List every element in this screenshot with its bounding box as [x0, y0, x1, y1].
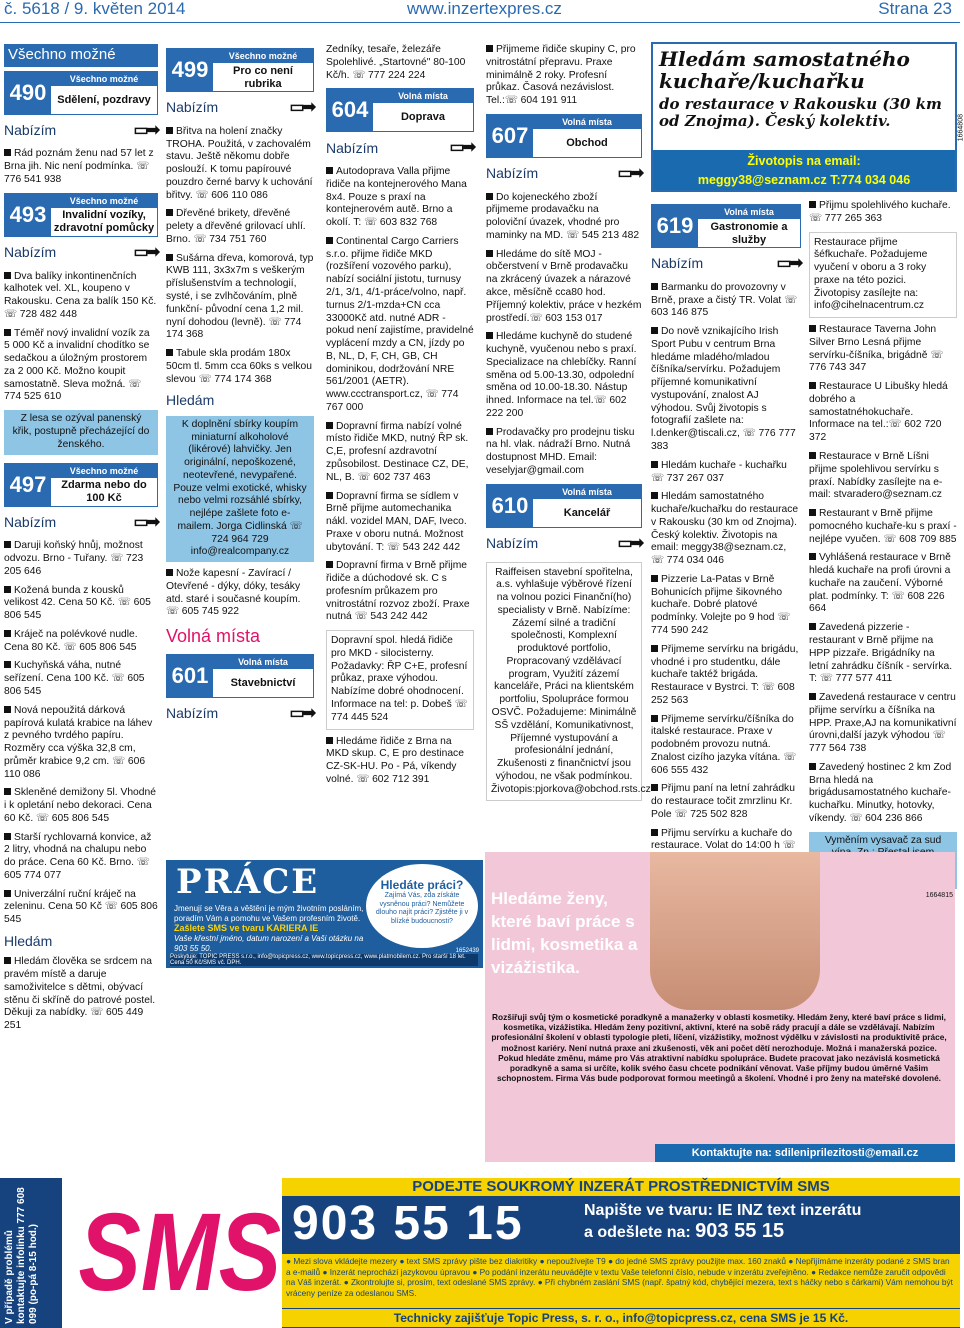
ad: Hledám samostatného kuchaře/kuchařku do restaurace v Rakousku (30 km od Znojma). Český kolektiv. Životopis na email: meggy38@seznam.cz, ☏ 774 034 046 — [651, 491, 799, 567]
ad: Kožená bunda z kousků velikost 42. Cena 50 Kč. ☏ 605 806 545 — [4, 584, 151, 622]
section-title: Všechno možné — [4, 44, 158, 67]
category-607[interactable]: 607 Volná místa Obchod — [486, 114, 642, 158]
boxed-ad: Restaurace přijme šéfkuchaře. Požadujeme vyučení v oboru a 3 roky praxe na této pozici. Životopisy zasílejte na: info@cihelnacentrum.cz — [809, 232, 957, 319]
ad: Sušárna dřeva, komorová, typ KWB 111, 3x3x7m s veškerým příslušenstvím a technologií, systé, i se zvlhčováním, plně funkční- původní cena 1,2 mil. nyní dohodou (levně). ☏ 774 174 368 — [166, 252, 314, 341]
ad: Přijmu spolehlivého kuchaře. ☏ 777 265 363 — [809, 200, 951, 224]
ad: Tabule skla prodám 180x 50cm tl. 5mm cca 60ks s velkou slevou ☏ 774 174 368 — [166, 348, 312, 385]
column-3 — [326, 44, 474, 856]
nabizim-header: Nabízím ▭➡ — [651, 255, 801, 272]
arrow-icon: ▭➡ — [449, 139, 474, 157]
chef-ad-title: Hledám samostatného kuchaře/kuchařku — [659, 47, 910, 93]
category-499[interactable]: 499 Všechno možné Pro co není rubrika — [166, 48, 314, 92]
column-4 — [486, 44, 651, 852]
ad: Dva balíky inkontinenčních kalhotek vel. XL, koupeno v Rakousku. Cena za balík 150 Kč. ☏ 728 482 448 — [4, 270, 157, 320]
ad: Barmanku do provozovny v Brně, praxe a čistý TR. Volat ☏ 603 146 875 — [651, 281, 798, 319]
nabizim-header: Nabízím ▭➡ — [166, 99, 314, 116]
arrow-icon: ▭➡ — [617, 534, 642, 552]
volna-mista-title: Volná místa — [166, 626, 261, 647]
nabizim-header: Nabízím ▭➡ — [4, 243, 158, 261]
arrow-icon: ▭➡ — [776, 255, 801, 272]
ad: Přijmeme servírku/číšníka do italské restaurace. Praxe v podobném provozu nutná. Znalost cizího jazyka vítána. ☏ 606 555 432 — [651, 713, 797, 776]
sms-format: Napište ve tvaru: IE INZ text inzerátu a odešlete na: 903 55 15 — [584, 1202, 862, 1242]
ad: Hledám člověka se srdcem na pravém místě a daruje samoživitelce s dětmi, obývací stěnu či skříně do patrové postel. Děkuji za nabídky. ☏ 605 449 251 — [4, 956, 156, 1032]
hledam-header: Hledám — [166, 392, 215, 409]
category-619[interactable]: 619 Volná místa Gastronomie a služby — [651, 204, 801, 248]
prace-title: PRÁCE — [176, 862, 320, 902]
ad: Autodoprava Valla přijme řidiče na kontejnerového Mana 8x4. Pouze s praxí na kontejnerovém autě. Brno a okolí. T: ☏ 603 832 768 — [326, 166, 467, 229]
sms-number[interactable]: 903 55 15 — [292, 1197, 524, 1250]
ad: Rád poznám ženu nad 57 let z Brna jih. Nic není podmínka. ☏ 776 541 938 — [4, 148, 154, 185]
page-number: Strana 23 — [878, 0, 952, 18]
column-1 — [4, 44, 158, 1174]
ad: Dopravní firma v Brně přijme řidiče a dúchodové sk. C s profesním průkazem pro vnitrostátní rozvoz zboží. Praxe nutná ☏ 543 242 442 — [326, 560, 470, 623]
ad: Restaurace Taverna John Silver Brno Lesná přijme servírku-číšníka, brigádně ☏ 776 743 347 — [809, 324, 944, 374]
ad: Restaurace U Libušky hledá dobrého a samostatnéhokuchaře. Informace na tel.:☏ 602 720 372 — [809, 381, 948, 444]
ad: Restaurant v Brně přijme pomocného kuchaře-ku s praxí - nejlépe vyučen. ☏ 608 709 885 — [809, 508, 957, 545]
ad: Do nově vznikajícího Irish Sport Pubu v centrum Brna hledáme mladého/mladou číšníka/servírku. Požadujem příjemné komunikativní vystupování, znalost AJ výhodou. Svůj životopis s fotografií zašlete na: l.denker@tiscali.cz, ☏ 776 777 383 — [651, 326, 796, 453]
joke-box: Z lesa se ozýval panenský křik, postupně přecházející do ženského. — [4, 410, 158, 454]
ad: Hledám kuchaře - kuchařku ☏ 737 267 037 — [651, 459, 787, 484]
ad: Kuchyňská váha, nutné seřízení. Cena 100 Kč. ☏ 605 806 545 — [4, 660, 145, 697]
ad: Hledáme kuchyně do studené kuchyně, vyučenou nebo s praxí. Specializace na chlebíčky. Ranní směna od 5.00-13.30, odpolední směna od 10.00-18.30. Nástup ihned. Informace na tel.☏ 602 222 200 — [486, 331, 637, 419]
arrow-icon: ▭➡ — [289, 704, 314, 722]
nabizim-header: Nabízím ▭➡ — [166, 704, 314, 722]
ad-code: 1664815 — [925, 892, 953, 899]
ad: Zavedená restaurace v centru přijme servírku a číšníka na HPP. Praxe,AJ na komunikativní úrovni,další jazyk výhodou ☏ 777 564 738 — [809, 692, 957, 755]
arrow-icon: ▭➡ — [133, 513, 158, 531]
ad: Nože kapesní - Zavírací / Otevřené - dýky, dóky, tesáky atd. staré i současné koupím. ☏ 605 745 922 — [166, 568, 301, 618]
category-497[interactable]: 497 Všechno možné Zdarma nebo do 100 Kč — [4, 463, 158, 507]
sms-big-label: SMS — [62, 1178, 282, 1328]
ad: Prodavačky pro prodejnu tisku na hl. vlak. nádraží Brno. Nutná dostupnost MHD. Email: veselyjar@gmail.com — [486, 426, 635, 476]
cosmetics-headline: Hledáme ženy, které baví práce s lidmi, kosmetika a vizážistika. — [491, 889, 638, 977]
intro-ad: Přijmeme řidiče skupiny C, pro vnitrostátní přepravu. Praxe minimálně 2 roky. Profesní průkaz. Časová nezávislost. Tel.:☏ 604 191 911 — [486, 44, 636, 107]
ad: Zavedená pizzerie - restaurant v Brně přijme na HPP pizzaře. Brigádníky na letní zahrádku číšník - servírka. T: ☏ 777 577 411 — [809, 622, 953, 685]
page-header — [0, 0, 960, 40]
column-5 — [651, 200, 801, 850]
ad: Přijmu servírku a kuchaře do restaurace. Volat do 14:00 h ☏ — [651, 827, 796, 852]
ad: Přijmu paní na letní zahrádku do restaurace točit zmrzlinu Kr. Pole ☏ 725 502 828 — [651, 783, 795, 820]
arrow-icon: ▭➡ — [617, 164, 642, 182]
cosmetics-contact[interactable]: Kontaktujte na: sdileniprilezitosti@email.cz — [655, 1144, 955, 1162]
prace-provider: Poskytuje: TOPIC PRESS s.r.o., info@topicpress.cz, www.topicpress.cz, www.platmobilem.cz. Pro starší 18 let. Cena 50 Kč/SMS vč. DPH. — [170, 954, 478, 966]
joke-box: Vyměním vysavač za sud — [809, 832, 957, 889]
category-601[interactable]: 601 Volná místa Stavebnictví — [166, 654, 314, 698]
sms-rules: ● Mezi slova vkládejte mezery ● text SMS zprávy pište bez diakritiky ● nepoužívejte T9 ● do jedné SMS zprávy použijte max. 160 znaků ● Nepřijímáme inzeráty podané z SMS bran a e-mailů ● Inzerát neprochází jazykovou úpravou ● Po podání inzerátu neuvádějte v textu Vaše telefonní číslo, nebude v inzerátu zveřejněno. ● Redakce nemůže zaručit odpovědi na Váš inzerát. ● Zkontrolujte si, prosím, text odeslané SMS zprávy. ● Při chybném zaslání SMS (např. špatný kód, chybějící mezera, text s háčky nebo s čárkami) Vám nemohou být vráceny peníze za odeslanou SMS. — [282, 1254, 960, 1308]
cosmetics-ad — [485, 852, 955, 1162]
ad: Skleněné demižony 5l. Vhodné i k opletání nebo dekoraci. Cena 60 Kč. ☏ 605 806 545 — [4, 787, 156, 824]
nabizim-header: Nabízím ▭➡ — [326, 139, 474, 157]
chef-ad-box — [651, 42, 964, 192]
sms-title: PODEJTE SOUKROMÝ INZERÁT PROSTŘEDNICTVÍM SMS — [282, 1178, 960, 1196]
header-rule — [0, 22, 960, 23]
ad: Nová nepoužitá dárková papírová kulatá krabice na láhev z pevného tvrdého papíru. Rozměry cca výška 32,8 cm, průměr krabice 9,2 cm. ☏ 606 110 086 — [4, 704, 153, 780]
arrow-icon: ▭➡ — [133, 121, 158, 139]
nabizim-header: Nabízím ▭➡ — [4, 513, 158, 531]
ad: Dřevěné brikety, dřevěné pelety a dřevěné grilovací uhlí. Brno. ☏ 734 751 760 — [166, 208, 306, 245]
hledam-header: Hledám — [4, 933, 53, 949]
category-610[interactable]: 610 Volná místa Kancelář — [486, 484, 642, 528]
ad: Restaurace v Brně Líšni přijme spolehlivou servírku s praxí. Nabídky zasílejte na e-mail: stvaradero@seznam.cz — [809, 451, 943, 501]
ad: Téměř nový invalidní vozík za 5 000 Kč a invalidní chodítko se sedačkou a úložným prostorem za 2 000 Kč. Možno koupit samostatně. Sleva možná. ☏ 774 525 610 — [4, 327, 150, 403]
ad: Hledáme řidiče z Brna na MKD skup. C, E pro destinace CZ-SK-HU. Po - Pá, víkendy volné. ☏ 602 712 391 — [326, 735, 464, 785]
portrait-image — [650, 852, 820, 1010]
ad: Dopravní firma se sídlem v Brně přijme automechanika nákl. vozidel MAN, DAF, Iveco. Praxe v oboru nutná. Možnost ubytování. T: ☏ 543 242 442 — [326, 490, 467, 553]
boxed-ad: Dopravní spol. hledá řidiče pro MKD - silocisterny. Požadavky: ŘP C+E, profesní průkaz, praxe výhodou. Nabízíme dobré ohodnocení. Informace na tel: p. Dobeš ☏ 774 445 524 — [326, 630, 474, 729]
site-link[interactable]: www.inzertexpres.cz — [407, 0, 562, 18]
sms-hotline: V případě problémů kontaktujte infolinku 777 608 099 (po-pá 8-15 hod.) — [0, 1178, 62, 1328]
ad: Pizzerie La-Patas v Brně Bohunicích přijme šikovného kuchaře. Dobré platové podmínky. Volejte po 9 hod ☏ 774 590 242 — [651, 573, 791, 636]
ad: Břitva na holení značky TROHA. Použitá, v zachovalém stavu. Ještě někomu dobře poslouží. K tomu papírouvé pouzdro černé barvy k uchování břitvy. ☏ 606 110 086 — [166, 125, 313, 201]
ad: Zavedený hostinec 2 km Zod Brna hledá na brigádusamostatného kuchaře-kuchařku. Minutky, hotovky, víkendy. ☏ 604 236 866 — [809, 761, 952, 824]
chef-ad-subtitle: do restaurace v Rakousku (30 km od Znojma). Český kolektiv. — [659, 95, 942, 131]
ad: Hledáme do sítě MOJ - občerstvení v Brně prodavačku na zkrácený úvazek a nárazové akce, měsíčně cca80 hod. Příjemný kolektiv, práce v hezkém prostředí.☏ 603 153 017 — [486, 248, 642, 324]
prace-body: Jmenují se Věra a věštění je mým životním posláním, poradím Vám a pomohu ve Vašem profesním životě. Zašlete SMS ve tvaru KARIERA IE Vaše křestní jméno, datum narození a Vaši otázku na 903 55 50. — [174, 904, 364, 953]
issue-label: č. 5618 / 9. květen 2014 — [4, 0, 186, 18]
collector-box: K doplnění sbírky koupím miniaturní alkoholové (likérové) lahvičky. Jen originální, nepoškozené, neotevřené, nevypařené. Pouze velmi exotické, whisky nebo velmi rozsáhlé sbírky, nejlépe zašlete foto e-mailem. Jorga Cidlinská ☏ 724 964 729 info@realcompany.cz — [166, 416, 314, 562]
ad: Daruji koňský hnůj, možnost odvozu. Brno - Tuřany. ☏ 723 205 646 — [4, 540, 144, 577]
ad: Kráječ na polévkové nudle. Cena 80 Kč. ☏ 605 806 545 — [4, 628, 138, 653]
column-6 — [809, 200, 957, 850]
prace-ad — [166, 860, 483, 968]
arrow-icon: ▭➡ — [133, 243, 158, 261]
ad: Continental Cargo Carriers s.r.o. přijme řidiče MKD (rozšíření vozového parku), nabízí sociální jistotu, turnusy 2/1, 3/1, 4/1-práce/volno, např. turnus 2/1-mzda+CN cca 33000Kč atd. nutné ADR - pokud není zajistíme, pravidelné vyplácení mzdy a CN, jízdy po B, NL, D, F, CH, GB, CH dominikou, dodržování NRE 561/2001 (AETR). www.ccctransport.cz, ☏ 774 767 000 — [326, 235, 474, 413]
sms-footer: Technicky zajišťuje Topic Press, s. r. o., info@topicpress.cz, cena SMS je 15 Kč. — [282, 1309, 960, 1327]
nabizim-header: Nabízím ▭➡ — [486, 164, 642, 182]
ad: Univerzální ruční kráječ na zeleninu. Cena 50 Kč ☏ 605 806 545 — [4, 888, 158, 926]
cosmetics-text: Rozšiřuji svůj tým o kosmetické poradkyně a manažerky v oblasti kosmetiky. Hledám ženy, které baví práce s lidmi, kosmetika, vizážistika. Hledám ženy pozitivní, aktivní, které na sobě rády pracují a dále se vzdělávají. Nabízím profesionální školení v oblasti typologie pleti, líčení, vizážistiky, možnost výdělku v závislosti na produktivitě práce, možnost kariéry. Není nutná praxe ani zkušenosti, věk ani počet dětí nerozhoduje. Možná i manažerská pozice. Pokud hledáte změnu, máme pro Vás atraktivní nabídku spolupráce. Budete pracovat jako nezávislá kosmetická poradkyně a sama si určíte, kolik svého času chcete podnikání věnovat. Vaše příjmy budou úměrné Vašim schopnostem. Firma Vás bude podporovat formou meetingů a školení. Vhodné i pro ženy na mateřské dovolené. — [491, 1012, 947, 1084]
boxed-ad: Raiffeisen stavební spořitelna, a.s. vyhlašuje výběrové řízení na volnou pozici Finanční(ho) specialisty v Brně. Nabízíme: Zázemí silné a tradiční společnosti, Komplexní produktové portfolio, Propracovaný vzdělávací program, Využití zázemí kanceláře, Práci na klientském portfoliu, Spolupráce formou OSVČ. Požadujeme: Minimálně SŠ vzdělání, Komunikativnost, Příjemné vystupování a profesionální jednání, Zkušenosti z finančnictví jsou výhodou, ne však podmínkou. Životopis:pjorkova@obchod.rsts.cz — [486, 562, 642, 802]
prace-right: Hledáte práci? Zajímá Vás, zda získáte vysněnou práci? Nemůžete dlouho najít práci? Zjistěte ji v blízké budoucnosti? — [366, 864, 478, 948]
category-604[interactable]: 604 Volná místa Doprava — [326, 88, 474, 132]
intro-ad: Zedníky, tesaře, železáře Spolehlivé. „Startovné" 80-100 Kč/h. ☏ 777 224 224 — [326, 44, 466, 81]
column-2 — [166, 44, 314, 856]
ad-code: 1652439 — [455, 948, 479, 954]
category-493[interactable]: 493 Všechno možné Invalidní vozíky, zdravotní pomůcky — [4, 193, 158, 237]
chef-ad-contact: Životopis na email: meggy38@seznam.cz T:774 034 046 — [653, 150, 955, 190]
nabizim-header: Nabízím ▭➡ — [4, 121, 158, 139]
ad: Přijmeme servírku na brigádu, vhodné i pro studentku, dále kuchaře taktéž brigáda. Restaurace v Bystrci. T: ☏ 608 252 563 — [651, 643, 799, 706]
ad: Starší rychlovarná konvice, až 2 litry, vhodná na chalupu nebo do práce. Cena 60 Kč. Brno. ☏ 605 774 077 — [4, 831, 152, 881]
arrow-icon: ▭➡ — [289, 99, 314, 116]
ad: Vyhlášená restaurace v Brně hledá kuchaře na profi úrovni a kuchaře na zaučení. Výborné plat. podmínky. T: ☏ 608 226 664 — [809, 552, 951, 615]
ad: Do kojeneckého zboží přijmeme prodavačku na poloviční úvazek, vhodné pro maminky na MD. ☏ 545 213 482 — [486, 191, 640, 241]
ad: Dopravní firma nabízí volné místo řidiče MKD, nutný ŘP sk. C,E, profesní azdravotní způsobilost. Destinace CZ, DE, NL, B. ☏ 602 737 463 — [326, 420, 469, 483]
category-490[interactable]: 490 Všechno možné Sdělení, pozdravy — [4, 71, 158, 115]
ad-code: 1664808 — [957, 114, 964, 142]
sms-info — [282, 1178, 960, 1328]
nabizim-header: Nabízím ▭➡ — [486, 534, 642, 552]
